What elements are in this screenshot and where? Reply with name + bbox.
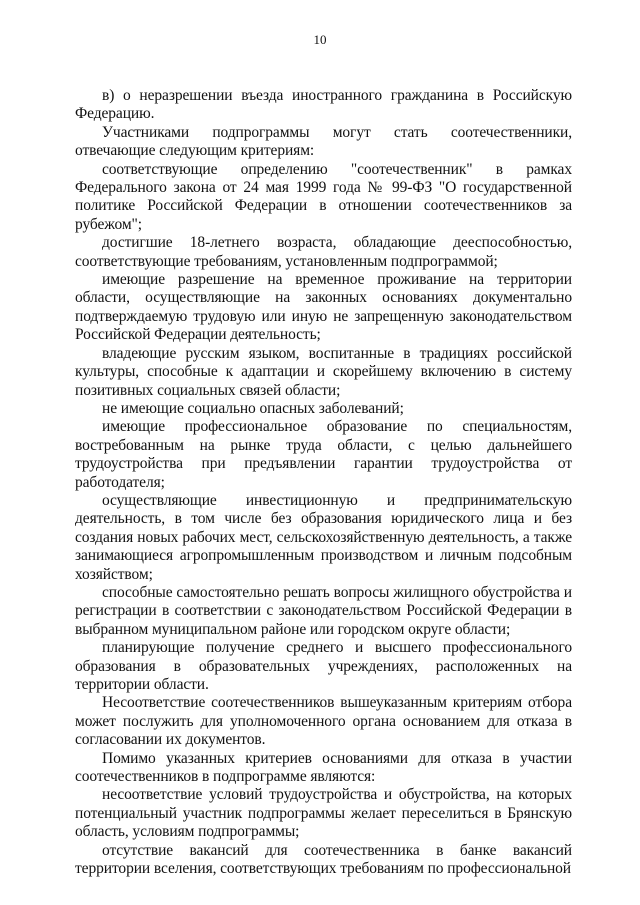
paragraph-refusal-vacancies: отсутствие вакансий для соотечественника в банке вакансий территории вселения, соответствующих требованиям по профессиональной [75,841,572,878]
paragraph-refusal-conditions: несоответствие условий трудоустройства и обустройства, на которых потенциальный участник подпрограммы желает переселиться в Брянскую область, условиям подпрограммы; [75,786,572,841]
paragraph-criterion-business: осуществляющие инвестиционную и предпринимательскую деятельность, в том числе без образования юридического лица и без создания новых рабочих мест, сельскохозяйственную деятельность, а также занимающиеся агропромышленным производством и личным подсобным хозяйством; [75,491,572,583]
paragraph-refusal-grounds-intro: Помимо указанных критериев основаниями для отказа в участии соотечественников в подпрограмме являются: [75,749,572,786]
paragraph-criterion-age: достигшие 18-летнего возраста, обладающие дееспособностью, соответствующие требованиям, установленным подпрограммой; [75,234,572,270]
paragraph-criterion-residence-permit: имеющие разрешение на временное проживание на территории области, осуществляющие на законных основаниях документально подтверждаемую трудовую или иную не запрещенную законодательством Российской Федерации деятельность; [75,271,572,344]
paragraph-entry-refusal: в) о неразрешении въезда иностранного гражданина в Российскую Федерацию. [75,87,572,123]
paragraph-criterion-housing: способные самостоятельно решать вопросы жилищного обустройства и регистрации в соответствии с законодательством Российской Федерации в выбранном муниципальном районе или городском округе области; [75,583,572,638]
page-number: 10 [313,32,327,47]
paragraph-criterion-health: не имеющие социально опасных заболеваний; [102,399,404,417]
paragraph-noncompliance: Несоответствие соотечественников вышеуказанным критериям отбора может послужить для уполномоченного органа основанием для отказа в согласовании их документов. [75,694,572,749]
paragraph-criterion-russian-language: владеющие русским языком, воспитанные в традициях российской культуры, способные к адаптации и скорейшему включению в систему позитивных социальных связей области; [75,344,572,399]
paragraph-criterion-education: имеющие профессиональное образование по специальностям, востребованным на рынке труда области, с целью дальнейшего трудоустройства при предъявлении гарантии трудоустройства от работодателя; [75,418,572,491]
paragraph-criterion-study: планирующие получение среднего и высшего профессионального образования в образовательных учреждениях, расположенных на территории области. [75,639,572,693]
paragraph-criterion-definition: соответствующие определению "соотечественник" в рамках Федерального закона от 24 мая 1999 года № 99-ФЗ "О государственной политике Российской Федерации в отношении соотечественников за рубежом"; [75,160,572,233]
paragraph-participants-intro: Участниками подпрограммы могут стать соотечественники, отвечающие следующим критериям: [75,123,572,160]
document-body [75,87,572,878]
